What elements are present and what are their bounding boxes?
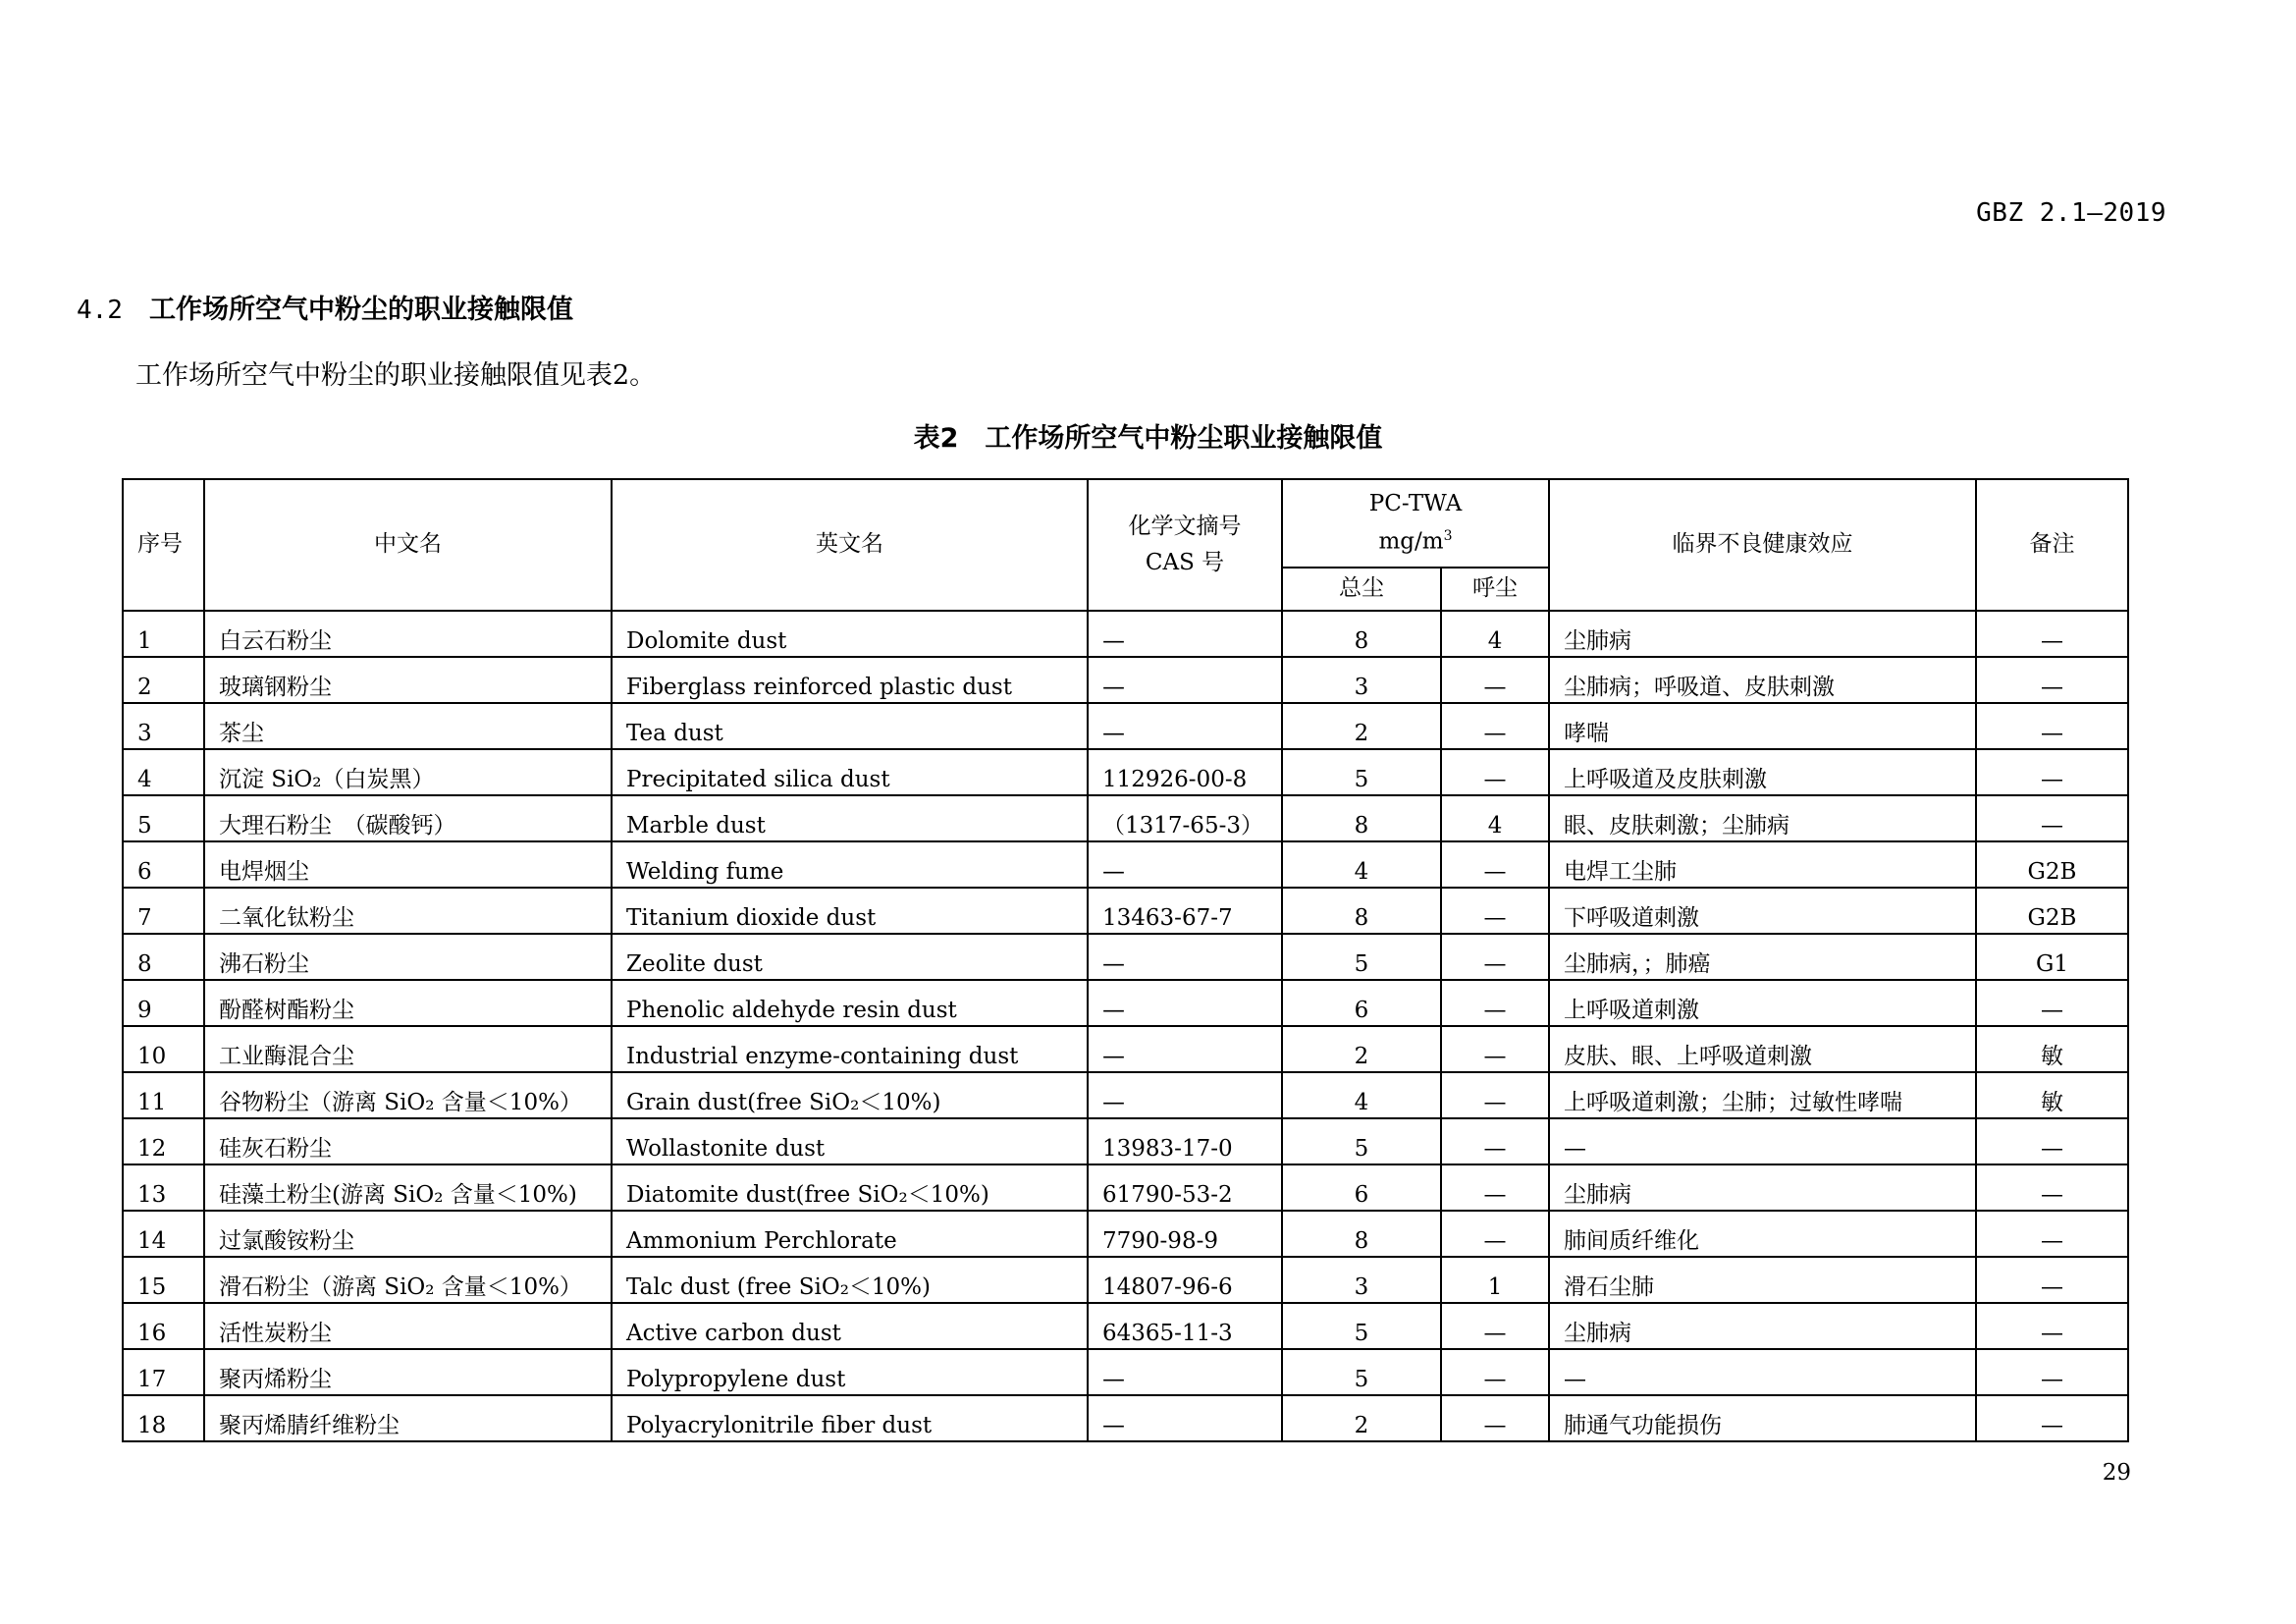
cell-health-effect: 下呼吸道刺激: [1549, 888, 1976, 934]
cell-chinese-name: 沸石粉尘: [204, 934, 612, 980]
cell-english-name: Polyacrylonitrile fiber dust: [612, 1395, 1088, 1441]
cell-resp-dust: —: [1441, 1164, 1549, 1211]
cell-chinese-name: 酚醛树酯粉尘: [204, 980, 612, 1026]
cell-resp-dust: —: [1441, 703, 1549, 749]
cell-seq: 6: [123, 841, 204, 888]
header-remark: 备注: [1976, 479, 2128, 611]
cell-resp-dust: —: [1441, 657, 1549, 703]
cell-seq: 13: [123, 1164, 204, 1211]
cell-remark: G1: [1976, 934, 2128, 980]
cell-english-name: Precipitated silica dust: [612, 749, 1088, 795]
cell-health-effect: 尘肺病: [1549, 1303, 1976, 1349]
cell-chinese-name: 硅藻土粉尘(游离 SiO₂ 含量＜10%): [204, 1164, 612, 1211]
cell-english-name: Industrial enzyme-containing dust: [612, 1026, 1088, 1072]
header-pctwa-unit: $mg/m^3$: [1378, 527, 1453, 555]
cell-health-effect: —: [1549, 1118, 1976, 1164]
cell-cas: —: [1088, 1026, 1282, 1072]
cell-english-name: Zeolite dust: [612, 934, 1088, 980]
table-row: [123, 749, 2128, 795]
cell-seq: 11: [123, 1072, 204, 1118]
cell-cas: —: [1088, 1395, 1282, 1441]
cell-cas: 112926-00-8: [1088, 749, 1282, 795]
cell-health-effect: 哮喘: [1549, 703, 1976, 749]
table-row: [123, 1026, 2128, 1072]
cell-resp-dust: —: [1441, 1349, 1549, 1395]
table-row: [123, 934, 2128, 980]
cell-health-effect: 尘肺病；呼吸道、皮肤刺激: [1549, 657, 1976, 703]
cell-chinese-name: 玻璃钢粉尘: [204, 657, 612, 703]
cell-resp-dust: —: [1441, 980, 1549, 1026]
header-english-name: 英文名: [612, 479, 1088, 611]
cell-resp-dust: —: [1441, 934, 1549, 980]
cell-remark: —: [1976, 1164, 2128, 1211]
section-title: 工作场所空气中粉尘的职业接触限值: [149, 295, 573, 325]
cell-remark: —: [1976, 1211, 2128, 1257]
table-row: [123, 888, 2128, 934]
cell-resp-dust: —: [1441, 888, 1549, 934]
cell-total-dust: 2: [1282, 703, 1441, 749]
header-chinese-name: 中文名: [204, 479, 612, 611]
cell-remark: —: [1976, 657, 2128, 703]
cell-resp-dust: —: [1441, 1303, 1549, 1349]
header-cas: [1088, 479, 1282, 611]
table-row: [123, 1072, 2128, 1118]
header-total-dust: 总尘: [1282, 568, 1441, 611]
cell-total-dust: 5: [1282, 1118, 1441, 1164]
cell-remark: —: [1976, 1395, 2128, 1441]
header-pctwa-label: PC-TWA: [1368, 491, 1463, 517]
cell-seq: 8: [123, 934, 204, 980]
cell-total-dust: 3: [1282, 1257, 1441, 1303]
cell-resp-dust: —: [1441, 749, 1549, 795]
cell-cas: —: [1088, 657, 1282, 703]
cell-seq: 12: [123, 1118, 204, 1164]
cell-seq: 5: [123, 795, 204, 841]
cell-total-dust: 5: [1282, 1303, 1441, 1349]
cell-health-effect: 尘肺病，；肺癌: [1549, 934, 1976, 980]
header-resp-dust: 呼尘: [1441, 568, 1549, 611]
cell-resp-dust: —: [1441, 1211, 1549, 1257]
cell-cas: —: [1088, 1349, 1282, 1395]
cell-total-dust: 8: [1282, 795, 1441, 841]
cell-total-dust: 8: [1282, 888, 1441, 934]
header-pctwa: [1282, 479, 1549, 568]
cell-chinese-name: 硅灰石粉尘: [204, 1118, 612, 1164]
cell-remark: —: [1976, 749, 2128, 795]
cell-total-dust: 2: [1282, 1395, 1441, 1441]
cell-chinese-name: 茶尘: [204, 703, 612, 749]
cell-chinese-name: 二氧化钛粉尘: [204, 888, 612, 934]
cell-cas: 13983-17-0: [1088, 1118, 1282, 1164]
cell-cas: —: [1088, 980, 1282, 1026]
cell-resp-dust: —: [1441, 1395, 1549, 1441]
cell-remark: —: [1976, 611, 2128, 657]
cell-seq: 4: [123, 749, 204, 795]
cell-english-name: Welding fume: [612, 841, 1088, 888]
cell-seq: 1: [123, 611, 204, 657]
cell-seq: 9: [123, 980, 204, 1026]
cell-remark: G2B: [1976, 888, 2128, 934]
cell-health-effect: 肺间质纤维化: [1549, 1211, 1976, 1257]
section-number: 4.2: [77, 296, 123, 325]
table-row: [123, 841, 2128, 888]
cell-resp-dust: —: [1441, 841, 1549, 888]
intro-paragraph: 工作场所空气中粉尘的职业接触限值见表2。: [135, 360, 657, 391]
table-row: [123, 980, 2128, 1026]
header-seq: 序号: [123, 479, 204, 611]
header-cas-line2: CAS 号: [1145, 550, 1225, 575]
cell-english-name: Tea dust: [612, 703, 1088, 749]
cell-remark: G2B: [1976, 841, 2128, 888]
table-row: [123, 611, 2128, 657]
table-row: [123, 703, 2128, 749]
cell-cas: —: [1088, 703, 1282, 749]
cell-seq: 18: [123, 1395, 204, 1441]
cell-total-dust: 6: [1282, 980, 1441, 1026]
cell-health-effect: 上呼吸道及皮肤刺激: [1549, 749, 1976, 795]
cell-chinese-name: 白云石粉尘: [204, 611, 612, 657]
cell-cas: 13463-67-7: [1088, 888, 1282, 934]
cell-cas: 61790-53-2: [1088, 1164, 1282, 1211]
cell-remark: —: [1976, 1349, 2128, 1395]
cell-resp-dust: 4: [1441, 611, 1549, 657]
cell-cas: —: [1088, 611, 1282, 657]
cell-remark: 敏: [1976, 1072, 2128, 1118]
cell-english-name: Marble dust: [612, 795, 1088, 841]
cell-remark: —: [1976, 1118, 2128, 1164]
cell-chinese-name: 滑石粉尘（游离 SiO₂ 含量＜10%）: [204, 1257, 612, 1303]
cell-health-effect: 上呼吸道刺激: [1549, 980, 1976, 1026]
cell-health-effect: 尘肺病: [1549, 1164, 1976, 1211]
cell-remark: —: [1976, 1257, 2128, 1303]
cell-remark: —: [1976, 980, 2128, 1026]
cell-remark: —: [1976, 703, 2128, 749]
cell-cas: —: [1088, 841, 1282, 888]
cell-english-name: Diatomite dust(free SiO₂＜10%): [612, 1164, 1088, 1211]
cell-remark: —: [1976, 1303, 2128, 1349]
cell-total-dust: 3: [1282, 657, 1441, 703]
cell-health-effect: —: [1549, 1349, 1976, 1395]
cell-remark: —: [1976, 795, 2128, 841]
cell-total-dust: 8: [1282, 611, 1441, 657]
cell-seq: 15: [123, 1257, 204, 1303]
cell-chinese-name: 聚丙烯粉尘: [204, 1349, 612, 1395]
cell-total-dust: 5: [1282, 749, 1441, 795]
header-health-effect: 临界不良健康效应: [1549, 479, 1976, 611]
cell-seq: 17: [123, 1349, 204, 1395]
cell-health-effect: 电焊工尘肺: [1549, 841, 1976, 888]
cell-total-dust: 8: [1282, 1211, 1441, 1257]
cell-health-effect: 滑石尘肺: [1549, 1257, 1976, 1303]
cell-english-name: Phenolic aldehyde resin dust: [612, 980, 1088, 1026]
table-row: [123, 1118, 2128, 1164]
table-row: [123, 795, 2128, 841]
cell-total-dust: 4: [1282, 841, 1441, 888]
cell-english-name: Wollastonite dust: [612, 1118, 1088, 1164]
table-row: [123, 1164, 2128, 1211]
cell-health-effect: 肺通气功能损伤: [1549, 1395, 1976, 1441]
cell-total-dust: 6: [1282, 1164, 1441, 1211]
header-cas-line1: 化学文摘号: [1128, 513, 1242, 539]
cell-cas: 14807-96-6: [1088, 1257, 1282, 1303]
cell-chinese-name: 聚丙烯腈纤维粉尘: [204, 1395, 612, 1441]
cell-chinese-name: 过氯酸铵粉尘: [204, 1211, 612, 1257]
cell-chinese-name: 电焊烟尘: [204, 841, 612, 888]
section-heading: [77, 288, 573, 326]
cell-cas: —: [1088, 1072, 1282, 1118]
cell-health-effect: 皮肤、眼、上呼吸道刺激: [1549, 1026, 1976, 1072]
table-row: [123, 657, 2128, 703]
cell-chinese-name: 谷物粉尘（游离 SiO₂ 含量＜10%）: [204, 1072, 612, 1118]
cell-seq: 14: [123, 1211, 204, 1257]
cell-english-name: Polypropylene dust: [612, 1349, 1088, 1395]
cell-resp-dust: —: [1441, 1026, 1549, 1072]
cell-total-dust: 5: [1282, 1349, 1441, 1395]
cell-chinese-name: 活性炭粉尘: [204, 1303, 612, 1349]
table-body: [123, 611, 2128, 1441]
cell-resp-dust: 1: [1441, 1257, 1549, 1303]
cell-seq: 3: [123, 703, 204, 749]
cell-seq: 16: [123, 1303, 204, 1349]
page-number: 29: [2102, 1460, 2131, 1486]
cell-cas: 64365-11-3: [1088, 1303, 1282, 1349]
cell-english-name: Grain dust(free SiO₂＜10%): [612, 1072, 1088, 1118]
table-row: [123, 1349, 2128, 1395]
cell-resp-dust: —: [1441, 1072, 1549, 1118]
cell-health-effect: 眼、皮肤刺激；尘肺病: [1549, 795, 1976, 841]
table-row: [123, 1395, 2128, 1441]
cell-resp-dust: 4: [1441, 795, 1549, 841]
table-row: [123, 1257, 2128, 1303]
cell-english-name: Talc dust (free SiO₂＜10%): [612, 1257, 1088, 1303]
standard-code: GBZ 2.1—2019: [1976, 198, 2166, 228]
cell-cas: （1317-65-3）: [1088, 795, 1282, 841]
table-row: [123, 1211, 2128, 1257]
cell-resp-dust: —: [1441, 1118, 1549, 1164]
table-title: 表2 工作场所空气中粉尘职业接触限值: [913, 423, 1383, 454]
cell-chinese-name: 大理石粉尘 （碳酸钙）: [204, 795, 612, 841]
cell-total-dust: 2: [1282, 1026, 1441, 1072]
cell-total-dust: 5: [1282, 934, 1441, 980]
cell-english-name: Dolomite dust: [612, 611, 1088, 657]
cell-english-name: Ammonium Perchlorate: [612, 1211, 1088, 1257]
cell-seq: 10: [123, 1026, 204, 1072]
cell-remark: 敏: [1976, 1026, 2128, 1072]
cell-cas: 7790-98-9: [1088, 1211, 1282, 1257]
table-row: [123, 1303, 2128, 1349]
dust-limits-table: [122, 478, 2129, 1442]
cell-cas: —: [1088, 934, 1282, 980]
cell-english-name: Fiberglass reinforced plastic dust: [612, 657, 1088, 703]
cell-english-name: Active carbon dust: [612, 1303, 1088, 1349]
cell-chinese-name: 沉淀 SiO₂（白炭黑）: [204, 749, 612, 795]
cell-seq: 7: [123, 888, 204, 934]
cell-health-effect: 尘肺病: [1549, 611, 1976, 657]
cell-total-dust: 4: [1282, 1072, 1441, 1118]
cell-english-name: Titanium dioxide dust: [612, 888, 1088, 934]
header-pctwa-unit-sup: 3: [1443, 527, 1453, 544]
cell-health-effect: 上呼吸道刺激；尘肺；过敏性哮喘: [1549, 1072, 1976, 1118]
cell-seq: 2: [123, 657, 204, 703]
cell-chinese-name: 工业酶混合尘: [204, 1026, 612, 1072]
